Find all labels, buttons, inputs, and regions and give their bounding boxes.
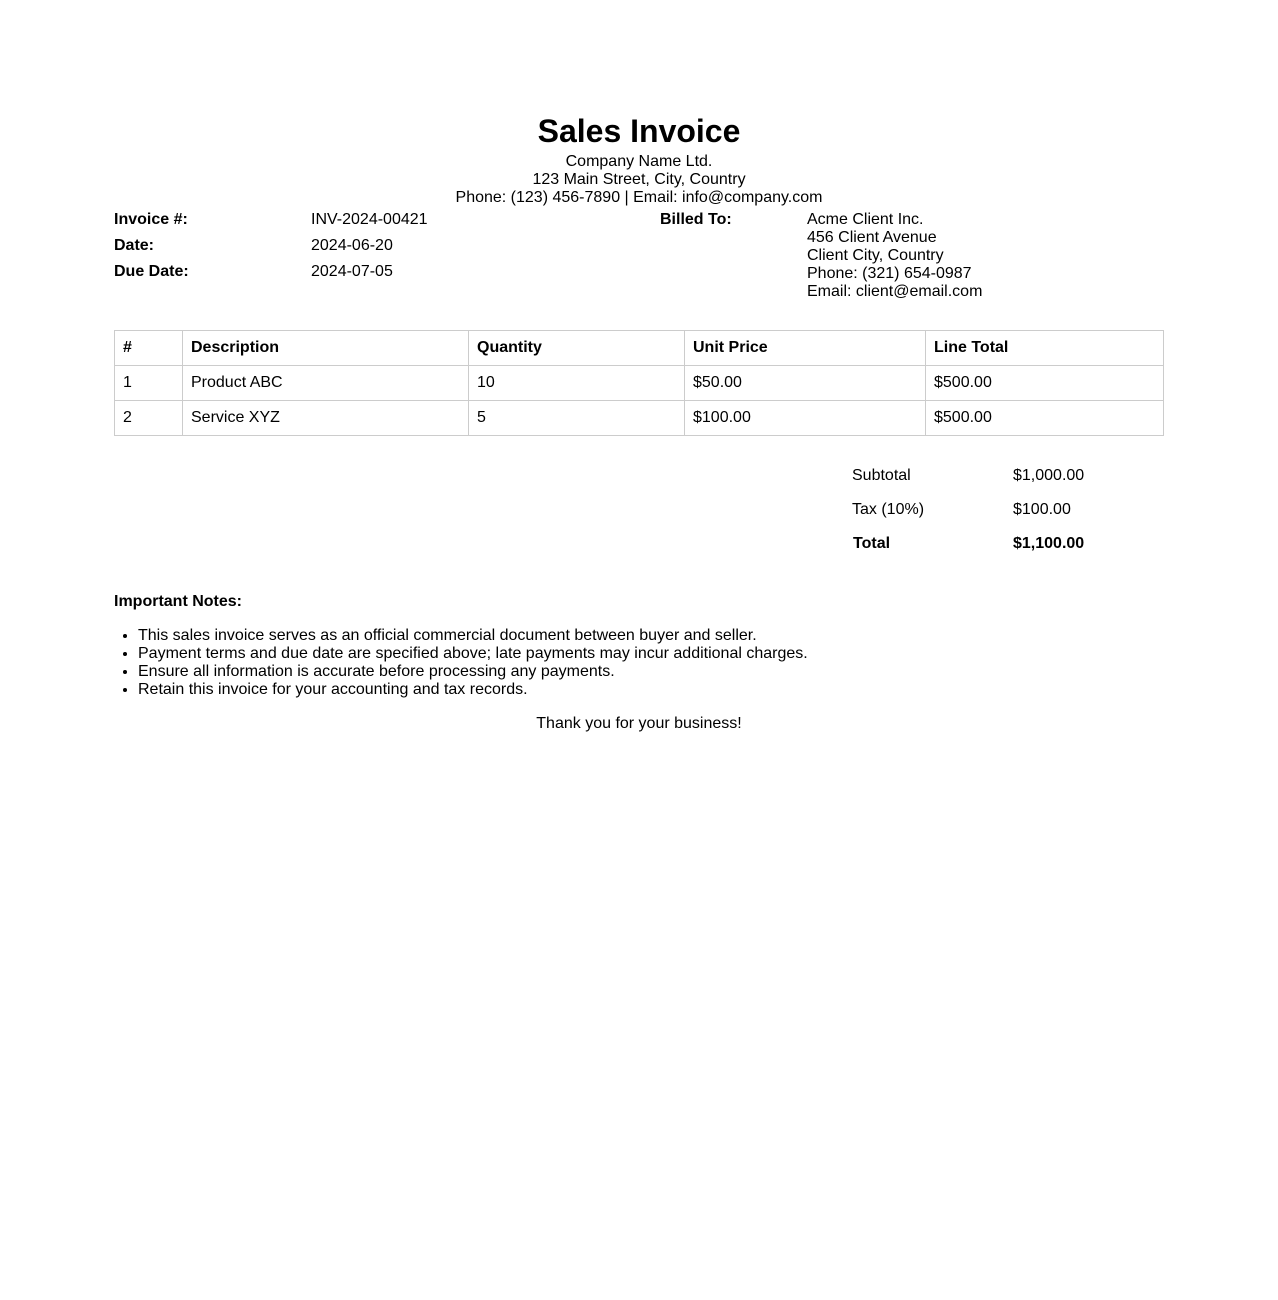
subtotal-label: Subtotal bbox=[852, 467, 911, 484]
company-contact: Phone: (123) 456-7890 | Email: info@company.com bbox=[455, 189, 823, 206]
tax-value: $100.00 bbox=[1013, 501, 1071, 518]
table-row bbox=[115, 366, 1164, 401]
client-street: 456 Client Avenue bbox=[807, 229, 937, 246]
client-city: Client City, Country bbox=[807, 247, 944, 264]
cell-number: 2 bbox=[115, 401, 183, 436]
cell-description: Product ABC bbox=[183, 366, 469, 401]
invoice-number-value: INV-2024-00421 bbox=[311, 211, 428, 228]
client-email: Email: client@email.com bbox=[807, 283, 983, 300]
cell-quantity: 5 bbox=[469, 401, 685, 436]
cell-line-total: $500.00 bbox=[926, 366, 1164, 401]
invoice-title: Sales Invoice bbox=[537, 113, 741, 149]
company-info bbox=[0, 153, 1278, 207]
table-row bbox=[115, 401, 1164, 436]
list-item: • Ensure all information is accurate before processing any payments. bbox=[138, 663, 808, 681]
list-item: • Retain this invoice for your accounting and tax records. bbox=[138, 681, 808, 699]
total-value: $1,100.00 bbox=[1013, 535, 1085, 552]
due-date-label: Due Date: bbox=[114, 263, 189, 280]
invoice-number-label: Invoice #: bbox=[114, 211, 188, 228]
client-name: Acme Client Inc. bbox=[807, 211, 924, 228]
cell-line-total: $500.00 bbox=[926, 401, 1164, 436]
list-item: • Payment terms and due date are specified above; late payments may incur additional charges. bbox=[138, 645, 808, 663]
cell-number: 1 bbox=[115, 366, 183, 401]
notes-list bbox=[114, 627, 808, 699]
line-items-table bbox=[114, 330, 1164, 436]
column-header-line-total: Line Total bbox=[926, 331, 1164, 366]
invoice-date-label: Date: bbox=[114, 237, 155, 254]
invoice-date-value: 2024-06-20 bbox=[311, 237, 393, 254]
company-address: 123 Main Street, City, Country bbox=[532, 171, 746, 188]
company-name: Company Name Ltd. bbox=[565, 153, 713, 170]
cell-unit-price: $100.00 bbox=[685, 401, 926, 436]
tax-label: Tax (10%) bbox=[852, 501, 925, 518]
subtotal-row bbox=[852, 459, 1112, 493]
table-header-row bbox=[115, 331, 1164, 366]
total-label: Total bbox=[853, 535, 891, 552]
cell-quantity: 10 bbox=[469, 366, 685, 401]
column-header-quantity: Quantity bbox=[469, 331, 685, 366]
billed-to-address bbox=[807, 211, 982, 301]
thank-you-message: Thank you for your business! bbox=[536, 715, 742, 732]
list-item: • This sales invoice serves as an official commercial document between buyer and seller. bbox=[138, 627, 808, 645]
column-header-number: # bbox=[115, 331, 183, 366]
notes-heading: Important Notes: bbox=[114, 593, 242, 610]
totals-summary bbox=[852, 459, 1112, 561]
cell-unit-price: $50.00 bbox=[685, 366, 926, 401]
due-date-value: 2024-07-05 bbox=[311, 263, 393, 280]
total-row bbox=[852, 527, 1112, 561]
tax-row bbox=[852, 493, 1112, 527]
cell-description: Service XYZ bbox=[183, 401, 469, 436]
column-header-description: Description bbox=[183, 331, 469, 366]
column-header-unit-price: Unit Price bbox=[685, 331, 926, 366]
client-phone: Phone: (321) 654-0987 bbox=[807, 265, 972, 282]
subtotal-value: $1,000.00 bbox=[1013, 467, 1085, 484]
billed-to-label: Billed To: bbox=[660, 211, 732, 228]
